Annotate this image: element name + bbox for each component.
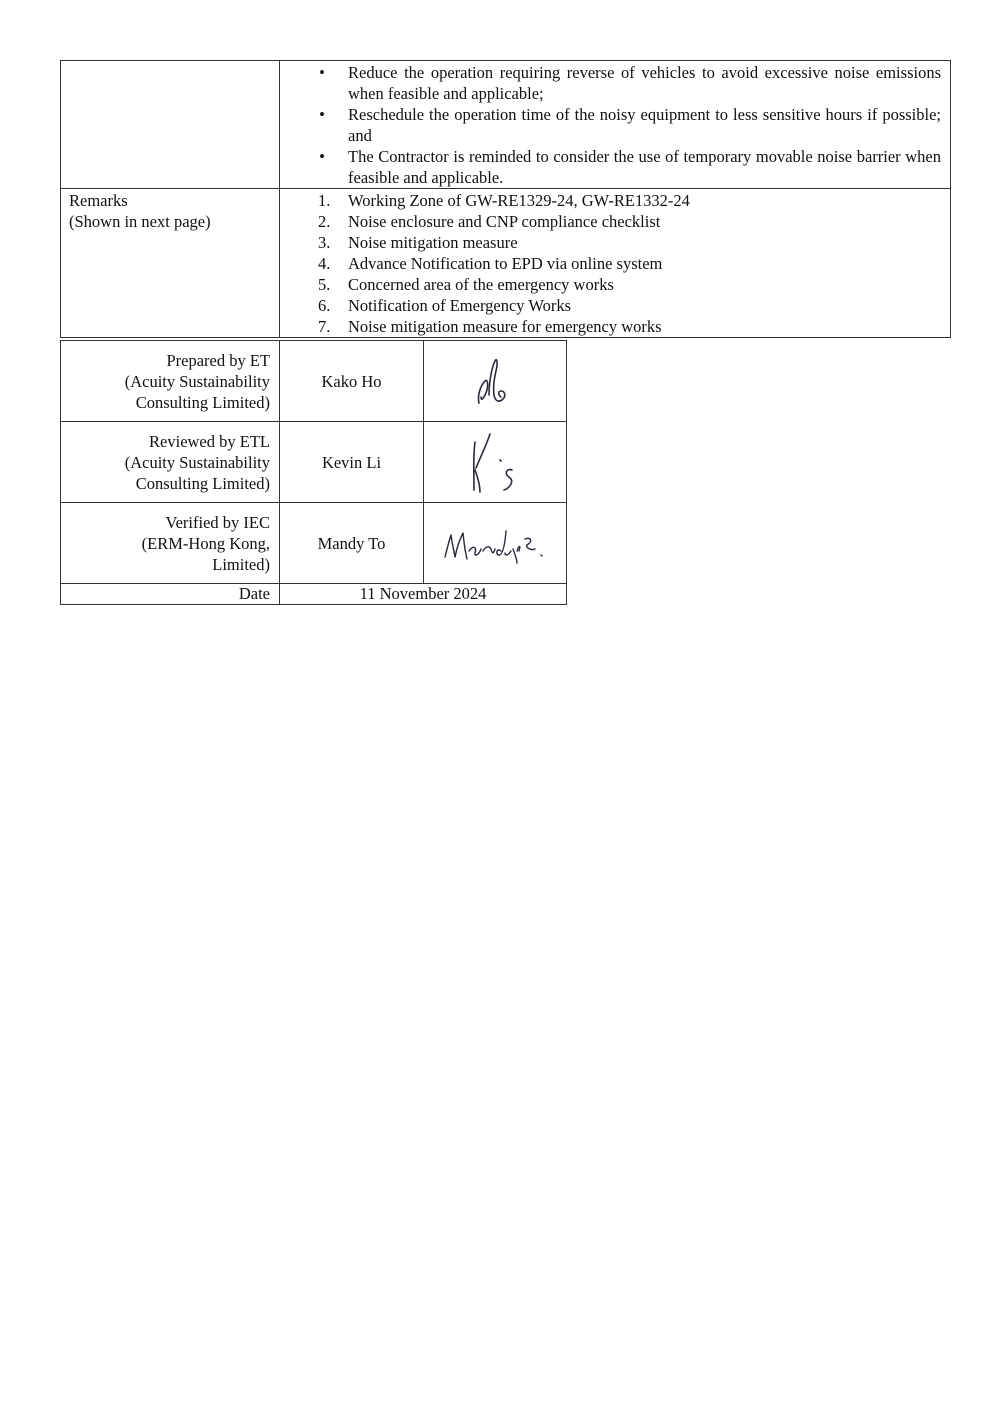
item-text: Concerned area of the emergency works bbox=[348, 275, 614, 294]
list-item bbox=[280, 211, 941, 232]
item-number: 7. bbox=[318, 317, 331, 336]
item-text: Advance Notification to EPD via online system bbox=[348, 254, 663, 273]
role-line: Verified by IEC bbox=[165, 512, 270, 532]
mitigation-label-cell bbox=[61, 61, 280, 189]
remarks-row bbox=[61, 189, 951, 338]
remarks-sublabel: (Shown in next page) bbox=[69, 212, 211, 231]
signature-cell bbox=[424, 503, 567, 584]
remarks-content-cell bbox=[280, 189, 951, 338]
bullet-icon: • bbox=[319, 63, 325, 82]
item-number: 5. bbox=[318, 275, 331, 294]
role-line: Consulting Limited) bbox=[135, 392, 270, 412]
mitigation-content-cell bbox=[280, 61, 951, 189]
remarks-label-cell bbox=[61, 189, 280, 338]
list-item bbox=[280, 274, 941, 295]
item-text: Noise mitigation measure bbox=[348, 233, 518, 252]
role-line: Consulting Limited) bbox=[135, 473, 270, 493]
bullet-text: The Contractor is reminded to consider the use of temporary movable noise barrier when feasible and applicable. bbox=[348, 147, 941, 187]
mitigation-bullet-list bbox=[280, 61, 950, 188]
signature-image bbox=[460, 428, 530, 496]
remarks-label: Remarks bbox=[69, 191, 128, 210]
signature-cell bbox=[424, 341, 567, 422]
list-item bbox=[280, 253, 941, 274]
role-line: (ERM-Hong Kong, bbox=[141, 533, 270, 553]
list-item bbox=[280, 316, 941, 337]
list-item bbox=[280, 190, 941, 211]
item-number: 6. bbox=[318, 296, 331, 315]
signer-name: Mandy To bbox=[280, 503, 424, 584]
list-item bbox=[280, 146, 941, 188]
remarks-list bbox=[280, 189, 950, 337]
role-line: Limited) bbox=[212, 554, 270, 574]
role-line: (Acuity Sustainability bbox=[124, 452, 270, 472]
item-number: 1. bbox=[318, 191, 331, 210]
item-number: 3. bbox=[318, 233, 331, 252]
role-line: Reviewed by ETL bbox=[149, 431, 270, 451]
item-text: Notification of Emergency Works bbox=[348, 296, 572, 315]
list-item bbox=[280, 104, 941, 146]
item-text: Noise mitigation measure for emergency works bbox=[348, 317, 662, 336]
signoff-row-prepared bbox=[61, 341, 567, 422]
role-cell bbox=[61, 503, 280, 584]
measures-table bbox=[60, 60, 951, 338]
signature-image bbox=[465, 351, 525, 411]
mitigation-row bbox=[61, 61, 951, 189]
signoff-table bbox=[60, 340, 567, 605]
signer-name: Kevin Li bbox=[280, 422, 424, 503]
bullet-text: Reduce the operation requiring reverse of vehicles to avoid excessive noise emissions when feasible and applicable; bbox=[348, 63, 941, 103]
role-cell bbox=[61, 422, 280, 503]
role-line: Prepared by ET bbox=[166, 350, 270, 370]
bullet-icon: • bbox=[319, 147, 325, 166]
signoff-row-reviewed bbox=[61, 422, 567, 503]
bullet-icon: • bbox=[319, 105, 325, 124]
list-item bbox=[280, 232, 941, 253]
signoff-row-verified bbox=[61, 503, 567, 584]
list-item bbox=[280, 295, 941, 316]
item-text: Noise enclosure and CNP compliance checklist bbox=[348, 212, 661, 231]
item-number: 4. bbox=[318, 254, 331, 273]
signature-image bbox=[439, 521, 551, 565]
bullet-text: Reschedule the operation time of the noisy equipment to less sensitive hours if possible; and bbox=[348, 105, 941, 145]
signature-cell bbox=[424, 422, 567, 503]
role-cell bbox=[61, 341, 280, 422]
item-text: Working Zone of GW-RE1329-24, GW-RE1332-24 bbox=[348, 191, 690, 210]
item-number: 2. bbox=[318, 212, 331, 231]
date-row bbox=[61, 584, 567, 605]
date-label: Date bbox=[61, 584, 280, 605]
date-value: 11 November 2024 bbox=[280, 584, 567, 605]
list-item bbox=[280, 62, 941, 104]
role-line: (Acuity Sustainability bbox=[124, 371, 270, 391]
signer-name: Kako Ho bbox=[280, 341, 424, 422]
